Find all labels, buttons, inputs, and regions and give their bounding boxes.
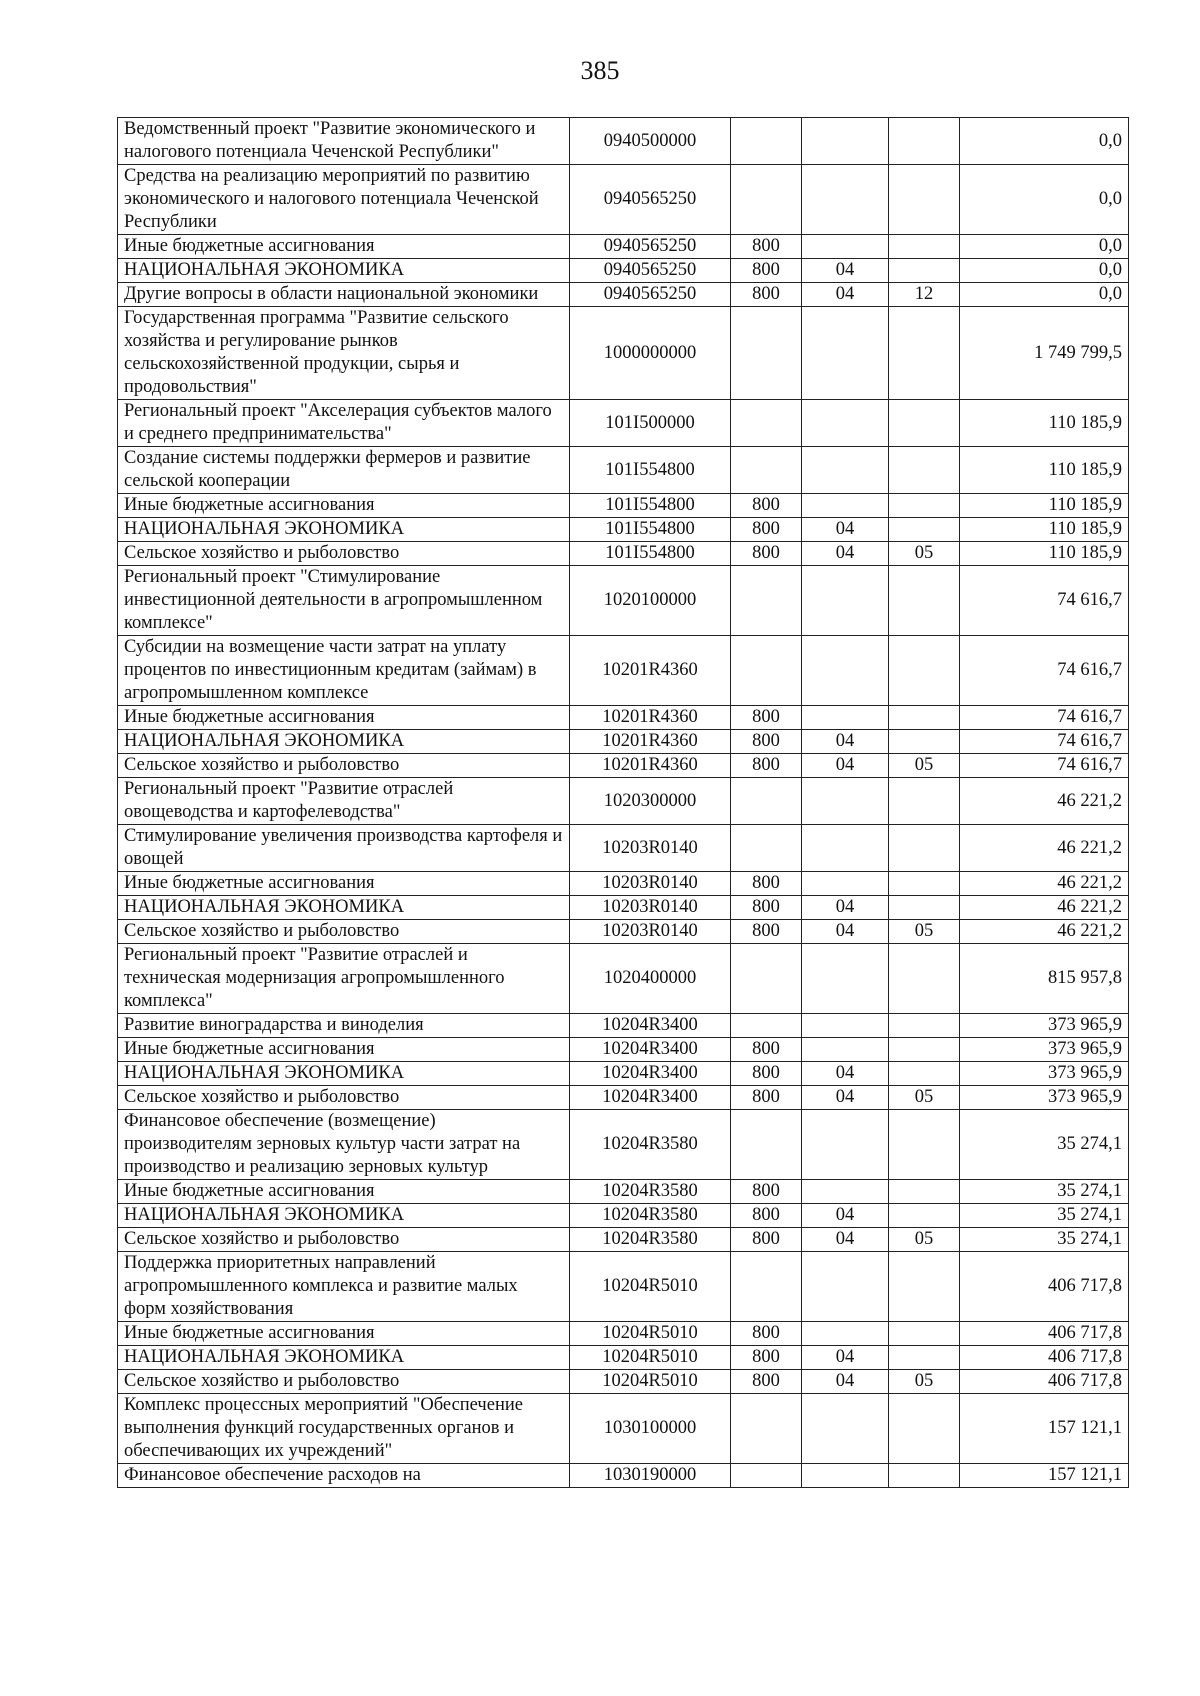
expense-type-cell: 800 <box>731 235 802 259</box>
target-code-cell: 10204R5010 <box>570 1370 731 1394</box>
item-name-cell: Сельское хозяйство и рыболовство <box>118 1228 570 1252</box>
table-row <box>118 494 1129 518</box>
target-code-cell: 10204R5010 <box>570 1346 731 1370</box>
section-cell: 04 <box>802 1086 889 1110</box>
subsection-cell <box>889 778 960 825</box>
target-code-cell: 1000000000 <box>570 307 731 400</box>
target-code-cell: 10204R5010 <box>570 1252 731 1322</box>
expense-type-cell: 800 <box>731 1228 802 1252</box>
table-row <box>118 1346 1129 1370</box>
subsection-cell <box>889 1180 960 1204</box>
table-row <box>118 259 1129 283</box>
section-cell <box>802 1252 889 1322</box>
expense-type-cell <box>731 1014 802 1038</box>
expense-type-cell: 800 <box>731 1346 802 1370</box>
item-name-cell: Средства на реализацию мероприятий по развитию экономического и налогового потенциала Чеченской Республики <box>118 165 570 235</box>
amount-cell: 35 274,1 <box>960 1228 1129 1252</box>
item-name-cell: НАЦИОНАЛЬНАЯ ЭКОНОМИКА <box>118 259 570 283</box>
expense-type-cell: 800 <box>731 1062 802 1086</box>
section-cell: 04 <box>802 1370 889 1394</box>
section-cell: 04 <box>802 730 889 754</box>
section-cell: 04 <box>802 1228 889 1252</box>
subsection-cell <box>889 730 960 754</box>
section-cell <box>802 872 889 896</box>
item-name-cell: НАЦИОНАЛЬНАЯ ЭКОНОМИКА <box>118 518 570 542</box>
target-code-cell: 101I554800 <box>570 494 731 518</box>
target-code-cell: 101I554800 <box>570 542 731 566</box>
section-cell <box>802 235 889 259</box>
item-name-cell: НАЦИОНАЛЬНАЯ ЭКОНОМИКА <box>118 896 570 920</box>
target-code-cell: 1030190000 <box>570 1464 731 1488</box>
item-name-cell: Иные бюджетные ассигнования <box>118 1180 570 1204</box>
table-row <box>118 566 1129 636</box>
section-cell <box>802 1180 889 1204</box>
target-code-cell: 101I554800 <box>570 447 731 494</box>
item-name-cell: Региональный проект "Развитие отраслей овощеводства и картофелеводства" <box>118 778 570 825</box>
item-name-cell: Другие вопросы в области национальной экономики <box>118 283 570 307</box>
section-cell: 04 <box>802 1204 889 1228</box>
section-cell <box>802 944 889 1014</box>
amount-cell: 0,0 <box>960 259 1129 283</box>
item-name-cell: Сельское хозяйство и рыболовство <box>118 754 570 778</box>
table-row <box>118 1464 1129 1488</box>
amount-cell: 110 185,9 <box>960 494 1129 518</box>
section-cell <box>802 1110 889 1180</box>
table-row <box>118 944 1129 1014</box>
table-row <box>118 1014 1129 1038</box>
amount-cell: 0,0 <box>960 118 1129 165</box>
target-code-cell: 10203R0140 <box>570 920 731 944</box>
table-row <box>118 778 1129 825</box>
subsection-cell: 05 <box>889 920 960 944</box>
target-code-cell: 0940565250 <box>570 235 731 259</box>
target-code-cell: 10201R4360 <box>570 636 731 706</box>
amount-cell: 373 965,9 <box>960 1038 1129 1062</box>
target-code-cell: 1030100000 <box>570 1394 731 1464</box>
table-row <box>118 896 1129 920</box>
subsection-cell <box>889 825 960 872</box>
table-row <box>118 1370 1129 1394</box>
target-code-cell: 1020400000 <box>570 944 731 1014</box>
amount-cell: 46 221,2 <box>960 920 1129 944</box>
section-cell <box>802 1322 889 1346</box>
table-row <box>118 1180 1129 1204</box>
item-name-cell: НАЦИОНАЛЬНАЯ ЭКОНОМИКА <box>118 1204 570 1228</box>
table-row <box>118 754 1129 778</box>
amount-cell: 46 221,2 <box>960 778 1129 825</box>
target-code-cell: 10203R0140 <box>570 872 731 896</box>
expense-type-cell <box>731 447 802 494</box>
target-code-cell: 101I500000 <box>570 400 731 447</box>
expense-type-cell: 800 <box>731 283 802 307</box>
amount-cell: 373 965,9 <box>960 1086 1129 1110</box>
section-cell: 04 <box>802 518 889 542</box>
subsection-cell <box>889 447 960 494</box>
target-code-cell: 101I554800 <box>570 518 731 542</box>
section-cell <box>802 566 889 636</box>
subsection-cell <box>889 1038 960 1062</box>
item-name-cell: Региональный проект "Стимулирование инвестиционной деятельности в агропромышленном комплексе" <box>118 566 570 636</box>
section-cell: 04 <box>802 920 889 944</box>
item-name-cell: Иные бюджетные ассигнования <box>118 235 570 259</box>
target-code-cell: 1020300000 <box>570 778 731 825</box>
item-name-cell: Финансовое обеспечение (возмещение) производителям зерновых культур части затрат на производство и реализацию зерновых культур <box>118 1110 570 1180</box>
expense-type-cell: 800 <box>731 1038 802 1062</box>
section-cell: 04 <box>802 542 889 566</box>
amount-cell: 373 965,9 <box>960 1014 1129 1038</box>
subsection-cell <box>889 1204 960 1228</box>
table-row <box>118 706 1129 730</box>
subsection-cell <box>889 872 960 896</box>
amount-cell: 74 616,7 <box>960 636 1129 706</box>
item-name-cell: Сельское хозяйство и рыболовство <box>118 1086 570 1110</box>
target-code-cell: 10204R3580 <box>570 1204 731 1228</box>
expense-type-cell <box>731 1464 802 1488</box>
amount-cell: 157 121,1 <box>960 1394 1129 1464</box>
amount-cell: 35 274,1 <box>960 1204 1129 1228</box>
expense-type-cell: 800 <box>731 1086 802 1110</box>
expense-type-cell: 800 <box>731 259 802 283</box>
subsection-cell: 05 <box>889 1370 960 1394</box>
target-code-cell: 10204R5010 <box>570 1322 731 1346</box>
amount-cell: 46 221,2 <box>960 825 1129 872</box>
item-name-cell: Иные бюджетные ассигнования <box>118 706 570 730</box>
section-cell: 04 <box>802 754 889 778</box>
item-name-cell: Иные бюджетные ассигнования <box>118 494 570 518</box>
item-name-cell: Сельское хозяйство и рыболовство <box>118 920 570 944</box>
budget-table-body <box>118 118 1129 1488</box>
item-name-cell: Региональный проект "Акселерация субъектов малого и среднего предпринимательства" <box>118 400 570 447</box>
subsection-cell <box>889 235 960 259</box>
subsection-cell: 05 <box>889 1228 960 1252</box>
expense-type-cell <box>731 1252 802 1322</box>
section-cell <box>802 307 889 400</box>
subsection-cell <box>889 400 960 447</box>
amount-cell: 46 221,2 <box>960 872 1129 896</box>
target-code-cell: 10201R4360 <box>570 706 731 730</box>
target-code-cell: 10204R3580 <box>570 1180 731 1204</box>
expense-type-cell: 800 <box>731 920 802 944</box>
expense-type-cell: 800 <box>731 1180 802 1204</box>
amount-cell: 0,0 <box>960 235 1129 259</box>
subsection-cell <box>889 307 960 400</box>
subsection-cell: 05 <box>889 754 960 778</box>
table-row <box>118 1394 1129 1464</box>
expense-type-cell <box>731 165 802 235</box>
target-code-cell: 10201R4360 <box>570 754 731 778</box>
subsection-cell <box>889 259 960 283</box>
item-name-cell: Ведомственный проект "Развитие экономического и налогового потенциала Чеченской Республики" <box>118 118 570 165</box>
table-row <box>118 118 1129 165</box>
table-row <box>118 283 1129 307</box>
target-code-cell: 10204R3580 <box>570 1228 731 1252</box>
item-name-cell: НАЦИОНАЛЬНАЯ ЭКОНОМИКА <box>118 1062 570 1086</box>
section-cell: 04 <box>802 259 889 283</box>
item-name-cell: Иные бюджетные ассигнования <box>118 1038 570 1062</box>
subsection-cell <box>889 944 960 1014</box>
expense-type-cell <box>731 636 802 706</box>
item-name-cell: НАЦИОНАЛЬНАЯ ЭКОНОМИКА <box>118 730 570 754</box>
expense-type-cell <box>731 778 802 825</box>
item-name-cell: Поддержка приоритетных направлений агропромышленного комплекса и развитие малых форм хозяйствования <box>118 1252 570 1322</box>
table-row <box>118 518 1129 542</box>
item-name-cell: НАЦИОНАЛЬНАЯ ЭКОНОМИКА <box>118 1346 570 1370</box>
item-name-cell: Финансовое обеспечение расходов на <box>118 1464 570 1488</box>
expense-type-cell: 800 <box>731 872 802 896</box>
table-row <box>118 825 1129 872</box>
amount-cell: 46 221,2 <box>960 896 1129 920</box>
section-cell <box>802 447 889 494</box>
item-name-cell: Сельское хозяйство и рыболовство <box>118 1370 570 1394</box>
table-row <box>118 1228 1129 1252</box>
amount-cell: 110 185,9 <box>960 542 1129 566</box>
subsection-cell <box>889 1062 960 1086</box>
target-code-cell: 0940565250 <box>570 259 731 283</box>
subsection-cell <box>889 165 960 235</box>
subsection-cell: 05 <box>889 1086 960 1110</box>
target-code-cell: 10203R0140 <box>570 896 731 920</box>
item-name-cell: Иные бюджетные ассигнования <box>118 872 570 896</box>
item-name-cell: Создание системы поддержки фермеров и развитие сельской кооперации <box>118 447 570 494</box>
amount-cell: 0,0 <box>960 165 1129 235</box>
table-row <box>118 872 1129 896</box>
subsection-cell <box>889 1014 960 1038</box>
subsection-cell: 12 <box>889 283 960 307</box>
expense-type-cell <box>731 1110 802 1180</box>
table-row <box>118 1204 1129 1228</box>
section-cell <box>802 778 889 825</box>
item-name-cell: Сельское хозяйство и рыболовство <box>118 542 570 566</box>
amount-cell: 406 717,8 <box>960 1370 1129 1394</box>
subsection-cell <box>889 118 960 165</box>
expense-type-cell: 800 <box>731 730 802 754</box>
table-row <box>118 235 1129 259</box>
expense-type-cell: 800 <box>731 754 802 778</box>
expense-type-cell <box>731 566 802 636</box>
amount-cell: 373 965,9 <box>960 1062 1129 1086</box>
item-name-cell: Субсидии на возмещение части затрат на уплату процентов по инвестиционным кредитам (займам) в агропромышленном комплексе <box>118 636 570 706</box>
expense-type-cell: 800 <box>731 518 802 542</box>
section-cell <box>802 1464 889 1488</box>
table-row <box>118 636 1129 706</box>
expense-type-cell <box>731 825 802 872</box>
subsection-cell <box>889 1346 960 1370</box>
section-cell <box>802 636 889 706</box>
section-cell: 04 <box>802 1346 889 1370</box>
target-code-cell: 10204R3400 <box>570 1038 731 1062</box>
amount-cell: 110 185,9 <box>960 447 1129 494</box>
budget-table <box>117 117 1129 1488</box>
section-cell <box>802 706 889 730</box>
section-cell: 04 <box>802 1062 889 1086</box>
page-number: 385 <box>580 56 620 85</box>
table-row <box>118 542 1129 566</box>
table-row <box>118 1252 1129 1322</box>
section-cell <box>802 825 889 872</box>
section-cell: 04 <box>802 283 889 307</box>
amount-cell: 0,0 <box>960 283 1129 307</box>
table-row <box>118 1038 1129 1062</box>
section-cell <box>802 400 889 447</box>
amount-cell: 406 717,8 <box>960 1346 1129 1370</box>
subsection-cell <box>889 1252 960 1322</box>
table-row <box>118 307 1129 400</box>
table-row <box>118 1086 1129 1110</box>
target-code-cell: 0940500000 <box>570 118 731 165</box>
section-cell <box>802 1014 889 1038</box>
expense-type-cell: 800 <box>731 896 802 920</box>
subsection-cell <box>889 566 960 636</box>
expense-type-cell: 800 <box>731 494 802 518</box>
table-row <box>118 920 1129 944</box>
table-row <box>118 1322 1129 1346</box>
amount-cell: 406 717,8 <box>960 1322 1129 1346</box>
subsection-cell <box>889 1110 960 1180</box>
section-cell <box>802 1394 889 1464</box>
amount-cell: 74 616,7 <box>960 754 1129 778</box>
section-cell <box>802 1038 889 1062</box>
subsection-cell <box>889 706 960 730</box>
subsection-cell <box>889 518 960 542</box>
amount-cell: 815 957,8 <box>960 944 1129 1014</box>
target-code-cell: 10204R3400 <box>570 1014 731 1038</box>
section-cell <box>802 494 889 518</box>
item-name-cell: Комплекс процессных мероприятий "Обеспечение выполнения функций государственных органов и обеспечивающих их учреждений" <box>118 1394 570 1464</box>
amount-cell: 74 616,7 <box>960 706 1129 730</box>
section-cell <box>802 165 889 235</box>
subsection-cell <box>889 896 960 920</box>
expense-type-cell: 800 <box>731 1204 802 1228</box>
amount-cell: 406 717,8 <box>960 1252 1129 1322</box>
amount-cell: 74 616,7 <box>960 566 1129 636</box>
item-name-cell: Государственная программа "Развитие сельского хозяйства и регулирование рынков сельскохозяйственной продукции, сырья и продовольствия" <box>118 307 570 400</box>
item-name-cell: Стимулирование увеличения производства картофеля и овощей <box>118 825 570 872</box>
target-code-cell: 10204R3580 <box>570 1110 731 1180</box>
table-row <box>118 165 1129 235</box>
expense-type-cell <box>731 400 802 447</box>
expense-type-cell <box>731 1394 802 1464</box>
expense-type-cell: 800 <box>731 1322 802 1346</box>
target-code-cell: 0940565250 <box>570 283 731 307</box>
target-code-cell: 1020100000 <box>570 566 731 636</box>
table-row <box>118 1062 1129 1086</box>
subsection-cell <box>889 494 960 518</box>
amount-cell: 35 274,1 <box>960 1110 1129 1180</box>
item-name-cell: Региональный проект "Развитие отраслей и техническая модернизация агропромышленного комплекса" <box>118 944 570 1014</box>
expense-type-cell: 800 <box>731 542 802 566</box>
amount-cell: 110 185,9 <box>960 400 1129 447</box>
expense-type-cell <box>731 118 802 165</box>
expense-type-cell <box>731 307 802 400</box>
subsection-cell <box>889 1464 960 1488</box>
amount-cell: 35 274,1 <box>960 1180 1129 1204</box>
target-code-cell: 0940565250 <box>570 165 731 235</box>
table-row <box>118 1110 1129 1180</box>
target-code-cell: 10204R3400 <box>570 1086 731 1110</box>
section-cell <box>802 118 889 165</box>
expense-type-cell: 800 <box>731 1370 802 1394</box>
target-code-cell: 10204R3400 <box>570 1062 731 1086</box>
table-row <box>118 447 1129 494</box>
item-name-cell: Иные бюджетные ассигнования <box>118 1322 570 1346</box>
subsection-cell: 05 <box>889 542 960 566</box>
amount-cell: 1 749 799,5 <box>960 307 1129 400</box>
amount-cell: 110 185,9 <box>960 518 1129 542</box>
expense-type-cell <box>731 944 802 1014</box>
target-code-cell: 10201R4360 <box>570 730 731 754</box>
table-row <box>118 730 1129 754</box>
expense-type-cell: 800 <box>731 706 802 730</box>
amount-cell: 74 616,7 <box>960 730 1129 754</box>
subsection-cell <box>889 1394 960 1464</box>
table-row <box>118 400 1129 447</box>
target-code-cell: 10203R0140 <box>570 825 731 872</box>
section-cell: 04 <box>802 896 889 920</box>
item-name-cell: Развитие виноградарства и виноделия <box>118 1014 570 1038</box>
amount-cell: 157 121,1 <box>960 1464 1129 1488</box>
subsection-cell <box>889 636 960 706</box>
subsection-cell <box>889 1322 960 1346</box>
